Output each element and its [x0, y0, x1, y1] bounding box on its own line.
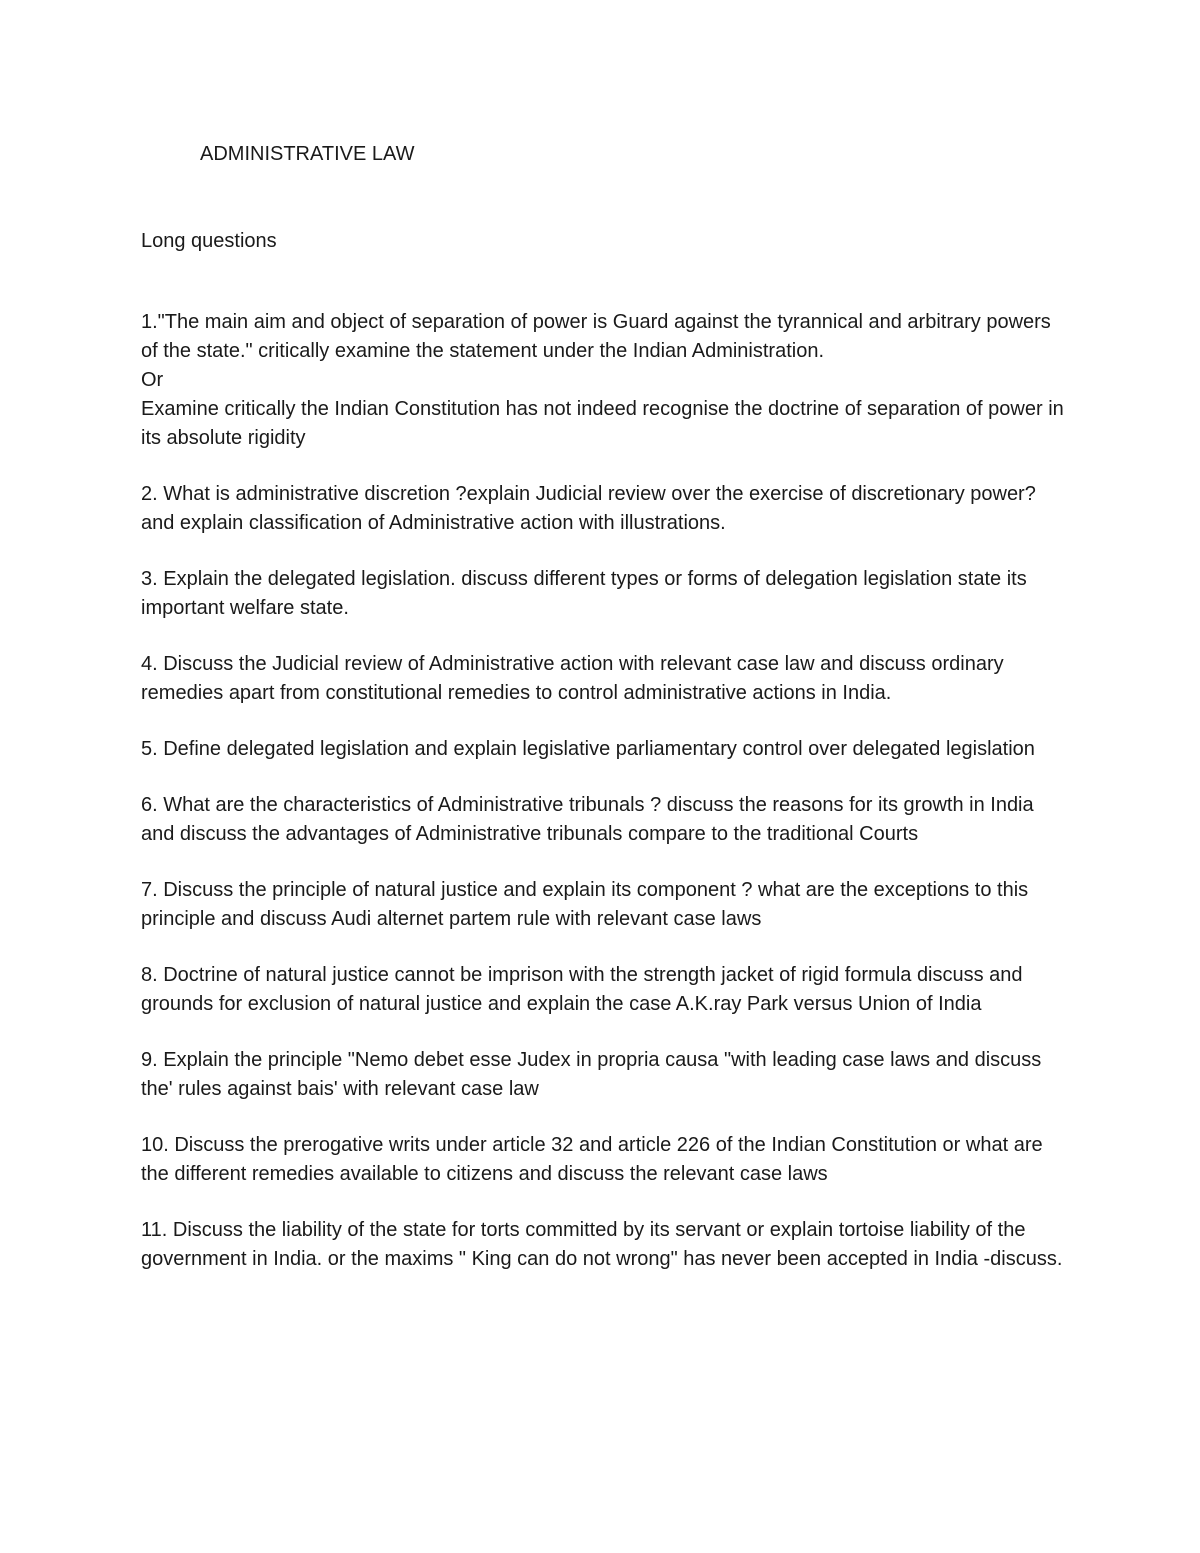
or-label: Or — [141, 369, 164, 391]
question-item — [141, 1131, 1071, 1189]
question-item — [141, 961, 1071, 1019]
question-alt-text: Examine critically the Indian Constitution has not indeed recognise the doctrine of separation of power in its absolute rigidity — [141, 398, 1064, 449]
question-list — [141, 308, 1071, 1274]
question-item — [141, 791, 1071, 849]
document-title: ADMINISTRATIVE LAW — [200, 143, 415, 165]
question-text: 1."The main aim and object of separation of power is Guard against the tyrannical and arbitrary powers of the state." critically examine the statement under the Indian Administration. — [141, 311, 1051, 362]
question-item — [141, 1216, 1071, 1274]
question-text: 3. Explain the delegated legislation. discuss different types or forms of delegation legislation state its important welfare state. — [141, 568, 1027, 619]
question-item — [141, 1046, 1071, 1104]
question-text: 9. Explain the principle "Nemo debet esse Judex in propria causa "with leading case laws and discuss the' rules against bais' with relevant case law — [141, 1049, 1042, 1100]
question-text: 6. What are the characteristics of Administrative tribunals ? discuss the reasons for its growth in India and discuss the advantages of Administrative tribunals compare to the traditional Courts — [141, 794, 1034, 845]
question-text: 4. Discuss the Judicial review of Administrative action with relevant case law and discuss ordinary remedies apart from constitutional remedies to control administrative actions in India. — [141, 653, 1004, 704]
question-item — [141, 480, 1071, 538]
question-text: 7. Discuss the principle of natural justice and explain its component ? what are the exceptions to this principle and discuss Audi alternet partem rule with relevant case laws — [141, 879, 1029, 930]
document-body — [141, 136, 1071, 1301]
question-text: 8. Doctrine of natural justice cannot be imprison with the strength jacket of rigid formula discuss and grounds for exclusion of natural justice and explain the case A.K.ray Park versus Union of India — [141, 964, 1023, 1015]
section-heading: Long questions — [141, 230, 277, 252]
question-item — [141, 650, 1071, 708]
question-text: 10. Discuss the prerogative writs under article 32 and article 226 of the Indian Constitution or what are the different remedies available to citizens and discuss the relevant case laws — [141, 1134, 1043, 1185]
question-item — [141, 876, 1071, 934]
question-text: 11. Discuss the liability of the state for torts committed by its servant or explain tortoise liability of the government in India. or the maxims " King can do not wrong" has never been accepted in India -discuss. — [141, 1219, 1063, 1270]
question-item — [141, 735, 1071, 764]
question-item — [141, 565, 1071, 623]
question-text: 2. What is administrative discretion ?explain Judicial review over the exercise of discretionary power? and explain classification of Administrative action with illustrations. — [141, 483, 1036, 534]
question-text: 5. Define delegated legislation and explain legislative parliamentary control over delegated legislation — [141, 738, 1035, 760]
question-item — [141, 308, 1071, 453]
